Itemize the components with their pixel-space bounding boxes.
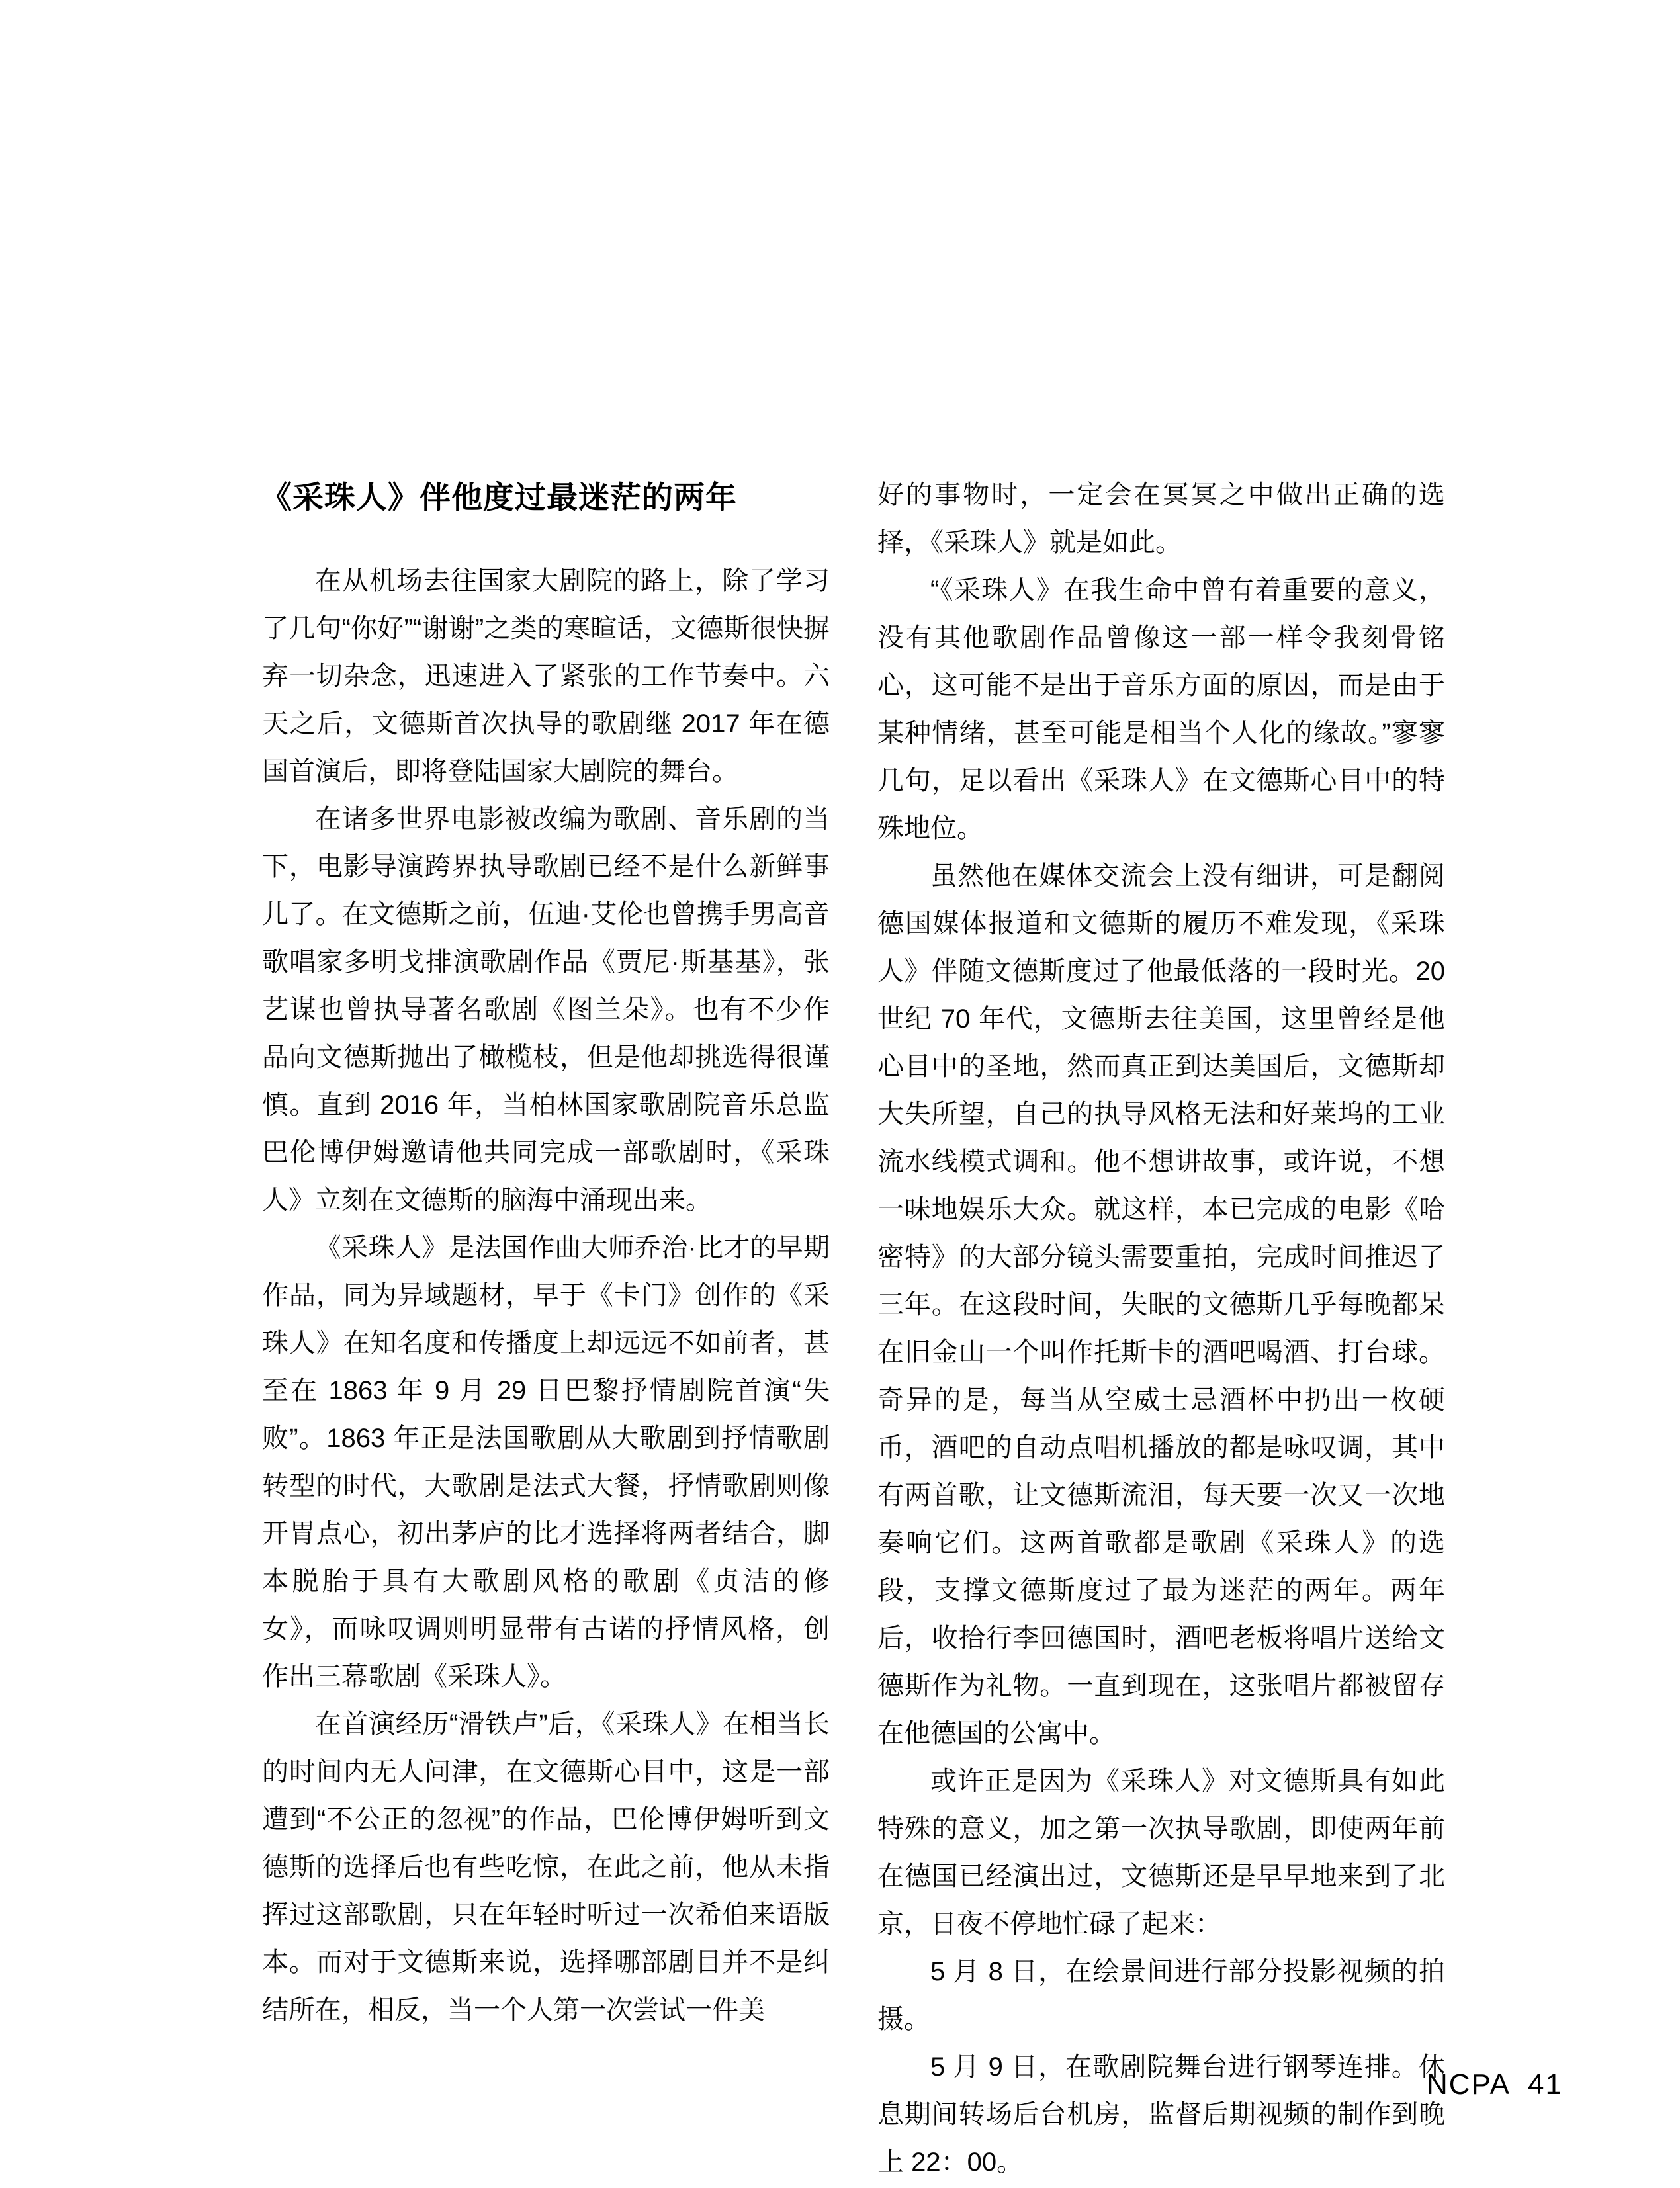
paragraph: 5 月 9 日，在歌剧院舞台进行钢琴连排。休息期间转场后台机房，监督后期视频的制作到晚上 22：00。 [877, 2052, 1445, 2177]
page-number: 41 [1527, 2068, 1563, 2101]
paragraph: 5 月 8 日，在绘景间进行部分投影视频的拍摄。 [877, 1957, 1445, 2034]
magazine-name: NCPA [1427, 2068, 1511, 2101]
paragraph: 在诸多世界电影被改编为歌剧、音乐剧的当下，电影导演跨界执导歌剧已经不是什么新鲜事儿了。在文德斯之前，伍迪·艾伦也曾携手男高音歌唱家多明戈排演歌剧作品《贾尼·斯基基》，张艺谋也曾执导著名歌剧《图兰朵》。也有不少作品向文德斯抛出了橄榄枝，但是他却挑选得很谨慎。直到 2016 年，当柏林国家歌剧院音乐总监巴伦博伊姆邀请他共同完成一部歌剧时，《采珠人》立刻在文德斯的脑海中涌现出来。 [262, 805, 830, 1215]
left-column [262, 557, 830, 2034]
page-footer [1427, 2068, 1563, 2101]
right-column [877, 471, 1445, 2186]
paragraph: 好的事物时，一定会在冥冥之中做出正确的选择，《采珠人》就是如此。 [877, 480, 1445, 557]
article-heading: 《采珠人》伴他度过最迷茫的两年 [261, 480, 737, 515]
paragraph: “《采珠人》在我生命中曾有着重要的意义，没有其他歌剧作品曾像这一部一样令我刻骨铭心，这可能不是出于音乐方面的原因，而是由于某种情绪，甚至可能是相当个人化的缘故。”寥寥几句，足以看出《采珠人》在文德斯心目中的特殊地位。 [877, 576, 1445, 843]
paragraph: 或许正是因为《采珠人》对文德斯具有如此特殊的意义，加之第一次执导歌剧，即使两年前在德国已经演出过，文德斯还是早早地来到了北京，日夜不停地忙碌了起来： [877, 1767, 1445, 1939]
paragraph: 在首演经历“滑铁卢”后，《采珠人》在相当长的时间内无人问津，在文德斯心目中，这是一部遭到“不公正的忽视”的作品，巴伦博伊姆听到文德斯的选择后也有些吃惊，在此之前，他从未指挥过这部歌剧，只在年轻时听过一次希伯来语版本。而对于文德斯来说，选择哪部剧目并不是纠结所在，相反，当一个人第一次尝试一件美 [262, 1710, 830, 2025]
paragraph: 《采珠人》是法国作曲大师乔治·比才的早期作品，同为异域题材，早于《卡门》创作的《采珠人》在知名度和传播度上却远远不如前者，甚至在 1863 年 9 月 29 日巴黎抒情剧院首演“失败”。1863 年正是法国歌剧从大歌剧到抒情歌剧转型的时代，大歌剧是法式大餐，抒情歌剧则像开胃点心，初出茅庐的比才选择将两者结合，脚本脱胎于具有大歌剧风格的歌剧《贞洁的修女》，而咏叹调则明显带有古诺的抒情风格，创作出三幕歌剧《采珠人》。 [262, 1233, 830, 1691]
paragraph: 在从机场去往国家大剧院的路上，除了学习了几句“你好”“谢谢”之类的寒暄话，文德斯很快摒弃一切杂念，迅速进入了紧张的工作节奏中。六天之后，文德斯首次执导的歌剧继 2017 年在德国首演后，即将登陆国家大剧院的舞台。 [262, 566, 830, 786]
paragraph: 虽然他在媒体交流会上没有细讲，可是翻阅德国媒体报道和文德斯的履历不难发现，《采珠人》伴随文德斯度过了他最低落的一段时光。20 世纪 70 年代，文德斯去往美国，这里曾经是他心目中的圣地，然而真正到达美国后，文德斯却大失所望，自己的执导风格无法和好莱坞的工业流水线模式调和。他不想讲故事，或许说，不想一味地娱乐大众。就这样，本已完成的电影《哈密特》的大部分镜头需要重拍，完成时间推迟了三年。在这段时间，失眠的文德斯几乎每晚都呆在旧金山一个叫作托斯卡的酒吧喝酒、打台球。奇异的是，每当从空威士忌酒杯中扔出一枚硬币，酒吧的自动点唱机播放的都是咏叹调，其中有两首歌，让文德斯流泪，每天要一次又一次地奏响它们。这两首歌都是歌剧《采珠人》的选段，支撑文德斯度过了最为迷茫的两年。两年后，收拾行李回德国时，酒吧老板将唱片送给文德斯作为礼物。一直到现在，这张唱片都被留存在他德国的公寓中。 [877, 861, 1445, 1748]
